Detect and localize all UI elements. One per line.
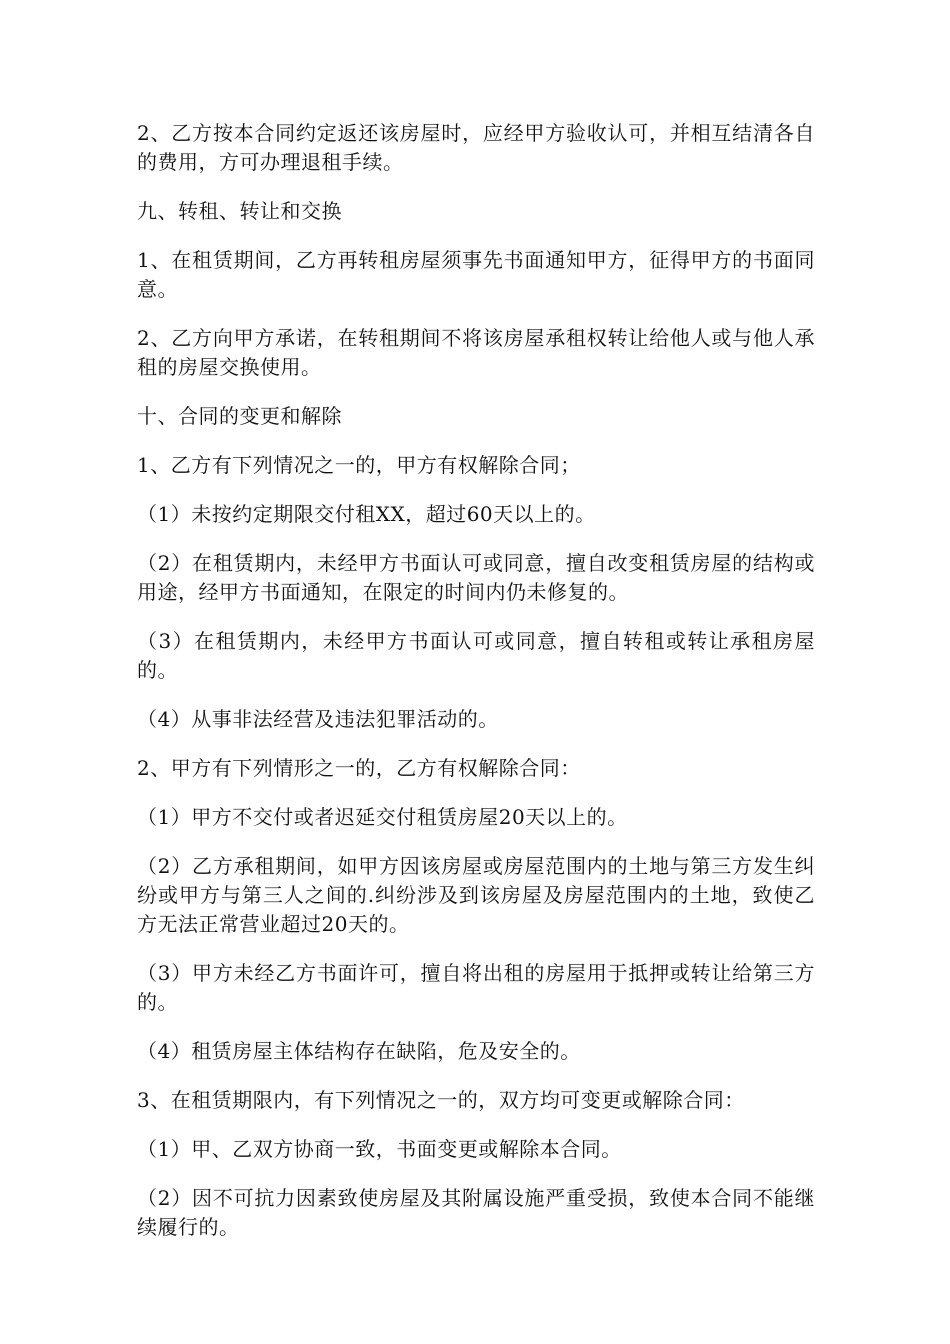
paragraph-sublease-notice: 1、在租赁期间，乙方再转租房屋须事先书面通知甲方，征得甲方的书面同意。	[137, 248, 815, 301]
list-item-b-2: （2）乙方承租期间，如甲方因该房屋或房屋范围内的土地与第三方发生纠纷或甲方与第三人之间的.纠纷涉及到该房屋及房屋范围内的土地，致使乙方无法正常营业超过20天的。	[137, 854, 815, 936]
paragraph-party-b-rights: 2、甲方有下列情形之一的，乙方有权解除合同：	[137, 756, 581, 780]
list-item-a-1: （1）未按约定期限交付租XX，超过60天以上的。	[137, 502, 596, 526]
list-item-a-4: （4）从事非法经营及违法犯罪活动的。	[137, 707, 499, 731]
paragraph-sublease-promise: 2、乙方向甲方承诺，在转租期间不将该房屋承租权转让给他人或与他人承租的房屋交换使用。	[137, 326, 815, 379]
list-item-c-1: （1）甲、乙双方协商一致，书面变更或解除本合同。	[137, 1137, 622, 1161]
list-item-a-3: （3）在租赁期内，未经甲方书面认可或同意，擅自转租或转让承租房屋的。	[137, 629, 815, 682]
list-item-b-1: （1）甲方不交付或者迟延交付租赁房屋20天以上的。	[137, 805, 628, 829]
section-heading-sublease: 九、转租、转让和交换	[137, 199, 342, 223]
section-heading-change-termination: 十、合同的变更和解除	[137, 404, 342, 428]
paragraph-party-a-rights: 1、乙方有下列情况之一的，甲方有权解除合同；	[137, 453, 581, 477]
list-item-c-2: （2）因不可抗力因素致使房屋及其附属设施严重受损，致使本合同不能继续履行的。	[137, 1186, 815, 1239]
list-item-b-3: （3）甲方未经乙方书面许可，擅自将出租的房屋用于抵押或转让给第三方的。	[137, 961, 815, 1014]
list-item-a-2: （2）在租赁期内，未经甲方书面认可或同意，擅自改变租赁房屋的结构或用途，经甲方书面通知，在限定的时间内仍未修复的。	[137, 551, 815, 604]
paragraph-mutual-change: 3、在租赁期限内，有下列情况之一的，双方均可变更或解除合同：	[137, 1088, 745, 1112]
document-body	[137, 119, 815, 1262]
paragraph-return-house: 2、乙方按本合同约定返还该房屋时，应经甲方验收认可，并相互结清各自的费用，方可办理退租手续。	[137, 121, 815, 174]
list-item-b-4: （4）租赁房屋主体结构存在缺陷，危及安全的。	[137, 1039, 581, 1063]
